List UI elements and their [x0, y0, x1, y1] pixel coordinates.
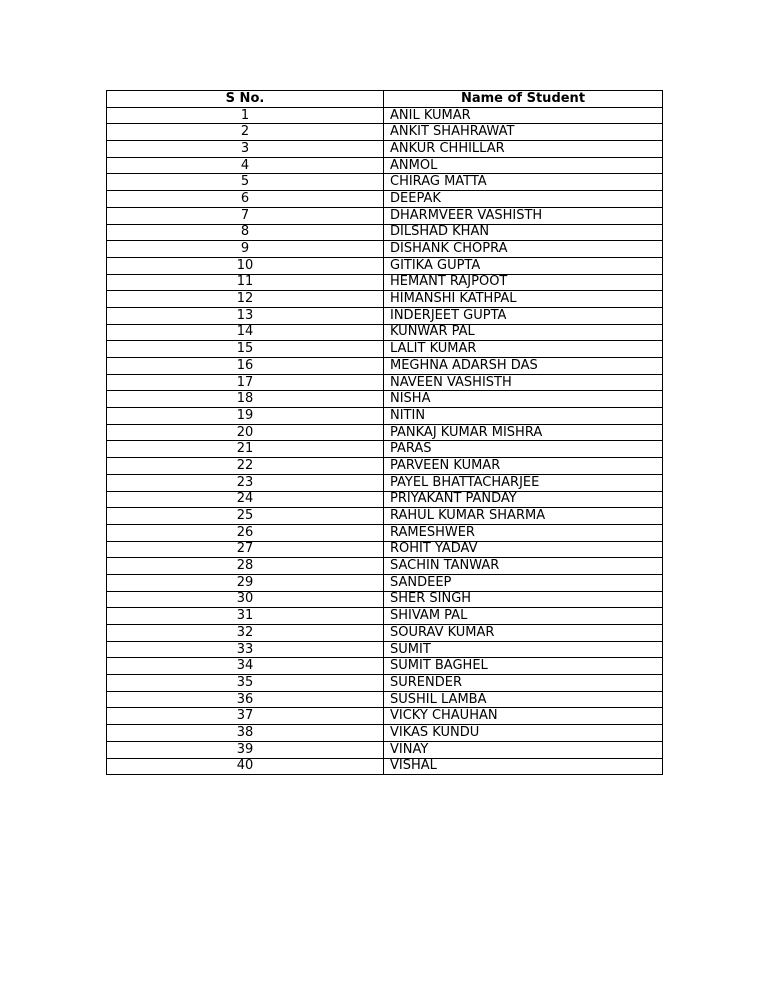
name-column-header: Name of Student — [384, 91, 663, 108]
table-row — [107, 758, 663, 775]
serial-number-cell: 33 — [107, 641, 384, 658]
table-row — [107, 274, 663, 291]
table-header — [107, 91, 663, 108]
student-name-cell: LALIT KUMAR — [384, 341, 663, 358]
serial-number-cell: 35 — [107, 675, 384, 692]
student-name-cell: ANKUR CHHILLAR — [384, 141, 663, 158]
table-row — [107, 574, 663, 591]
serial-number-cell: 18 — [107, 391, 384, 408]
serial-number-cell: 17 — [107, 374, 384, 391]
serial-number-cell: 13 — [107, 307, 384, 324]
table-row — [107, 174, 663, 191]
header-row — [107, 91, 663, 108]
student-name-cell: PARVEEN KUMAR — [384, 458, 663, 475]
student-name-cell: NITIN — [384, 408, 663, 425]
serial-number-cell: 21 — [107, 441, 384, 458]
student-name-cell: GITIKA GUPTA — [384, 257, 663, 274]
student-name-cell: NISHA — [384, 391, 663, 408]
student-name-cell: KUNWAR PAL — [384, 324, 663, 341]
table-row — [107, 358, 663, 375]
serial-number-cell: 24 — [107, 491, 384, 508]
student-name-cell: SACHIN TANWAR — [384, 558, 663, 575]
serial-number-cell: 9 — [107, 241, 384, 258]
serial-number-cell: 23 — [107, 474, 384, 491]
serial-number-cell: 2 — [107, 124, 384, 141]
student-name-cell: HEMANT RAJPOOT — [384, 274, 663, 291]
table-row — [107, 408, 663, 425]
student-name-cell: SUMIT — [384, 641, 663, 658]
table-row — [107, 441, 663, 458]
student-name-cell: INDERJEET GUPTA — [384, 307, 663, 324]
serial-number-cell: 29 — [107, 574, 384, 591]
serial-number-cell: 11 — [107, 274, 384, 291]
student-name-cell: SURENDER — [384, 675, 663, 692]
table-row — [107, 541, 663, 558]
table-row — [107, 741, 663, 758]
student-name-cell: SUSHIL LAMBA — [384, 691, 663, 708]
table-row — [107, 324, 663, 341]
student-name-cell: PANKAJ KUMAR MISHRA — [384, 424, 663, 441]
student-name-cell: DEEPAK — [384, 191, 663, 208]
student-name-cell: SUMIT BAGHEL — [384, 658, 663, 675]
table-row — [107, 491, 663, 508]
table-row — [107, 725, 663, 742]
serial-number-cell: 6 — [107, 191, 384, 208]
table-row — [107, 524, 663, 541]
table-row — [107, 141, 663, 158]
serial-number-cell: 15 — [107, 341, 384, 358]
serial-number-cell: 19 — [107, 408, 384, 425]
table-row — [107, 241, 663, 258]
student-name-cell: DILSHAD KHAN — [384, 224, 663, 241]
student-name-cell: SHER SINGH — [384, 591, 663, 608]
student-name-cell: PARAS — [384, 441, 663, 458]
student-name-cell: SOURAV KUMAR — [384, 625, 663, 642]
student-name-cell: VIKAS KUNDU — [384, 725, 663, 742]
student-name-cell: PRIYAKANT PANDAY — [384, 491, 663, 508]
student-name-cell: ANIL KUMAR — [384, 107, 663, 124]
student-name-cell: ROHIT YADAV — [384, 541, 663, 558]
serial-number-cell: 39 — [107, 741, 384, 758]
student-name-cell: RAHUL KUMAR SHARMA — [384, 508, 663, 525]
table-row — [107, 558, 663, 575]
serial-number-cell: 38 — [107, 725, 384, 742]
serial-number-cell: 27 — [107, 541, 384, 558]
student-name-cell: CHIRAG MATTA — [384, 174, 663, 191]
serial-number-cell: 28 — [107, 558, 384, 575]
serial-number-cell: 20 — [107, 424, 384, 441]
table-row — [107, 591, 663, 608]
table-row — [107, 424, 663, 441]
table-row — [107, 625, 663, 642]
student-name-cell: MEGHNA ADARSH DAS — [384, 358, 663, 375]
serial-number-cell: 4 — [107, 157, 384, 174]
student-name-cell: ANKIT SHAHRAWAT — [384, 124, 663, 141]
serial-number-cell: 36 — [107, 691, 384, 708]
student-name-cell: HIMANSHI KATHPAL — [384, 291, 663, 308]
serial-number-cell: 34 — [107, 658, 384, 675]
student-name-cell: VINAY — [384, 741, 663, 758]
serial-number-cell: 12 — [107, 291, 384, 308]
table-row — [107, 124, 663, 141]
serial-number-cell: 26 — [107, 524, 384, 541]
table-row — [107, 391, 663, 408]
table-row — [107, 675, 663, 692]
serial-number-cell: 3 — [107, 141, 384, 158]
table-row — [107, 224, 663, 241]
table-row — [107, 341, 663, 358]
serial-number-cell: 7 — [107, 207, 384, 224]
serial-number-cell: 40 — [107, 758, 384, 775]
student-list-table — [106, 90, 663, 775]
table-row — [107, 191, 663, 208]
table-body — [107, 107, 663, 775]
serial-number-cell: 10 — [107, 257, 384, 274]
table-row — [107, 307, 663, 324]
student-name-cell: DHARMVEER VASHISTH — [384, 207, 663, 224]
table-row — [107, 474, 663, 491]
student-name-cell: ANMOL — [384, 157, 663, 174]
table-row — [107, 157, 663, 174]
table-row — [107, 291, 663, 308]
serial-number-cell: 31 — [107, 608, 384, 625]
serial-number-cell: 22 — [107, 458, 384, 475]
serial-number-cell: 16 — [107, 358, 384, 375]
table-row — [107, 641, 663, 658]
table-row — [107, 207, 663, 224]
student-name-cell: NAVEEN VASHISTH — [384, 374, 663, 391]
serial-number-cell: 25 — [107, 508, 384, 525]
serial-number-cell: 14 — [107, 324, 384, 341]
sno-column-header: S No. — [107, 91, 384, 108]
table-row — [107, 608, 663, 625]
table-row — [107, 691, 663, 708]
serial-number-cell: 8 — [107, 224, 384, 241]
student-name-cell: SHIVAM PAL — [384, 608, 663, 625]
table-row — [107, 658, 663, 675]
table-row — [107, 257, 663, 274]
table-row — [107, 508, 663, 525]
table-row — [107, 458, 663, 475]
serial-number-cell: 30 — [107, 591, 384, 608]
table-row — [107, 708, 663, 725]
student-name-cell: SANDEEP — [384, 574, 663, 591]
student-name-cell: VICKY CHAUHAN — [384, 708, 663, 725]
table-row — [107, 374, 663, 391]
table-row — [107, 107, 663, 124]
serial-number-cell: 32 — [107, 625, 384, 642]
student-name-cell: DISHANK CHOPRA — [384, 241, 663, 258]
serial-number-cell: 5 — [107, 174, 384, 191]
student-name-cell: RAMESHWER — [384, 524, 663, 541]
student-name-cell: PAYEL BHATTACHARJEE — [384, 474, 663, 491]
serial-number-cell: 37 — [107, 708, 384, 725]
student-name-cell: VISHAL — [384, 758, 663, 775]
serial-number-cell: 1 — [107, 107, 384, 124]
